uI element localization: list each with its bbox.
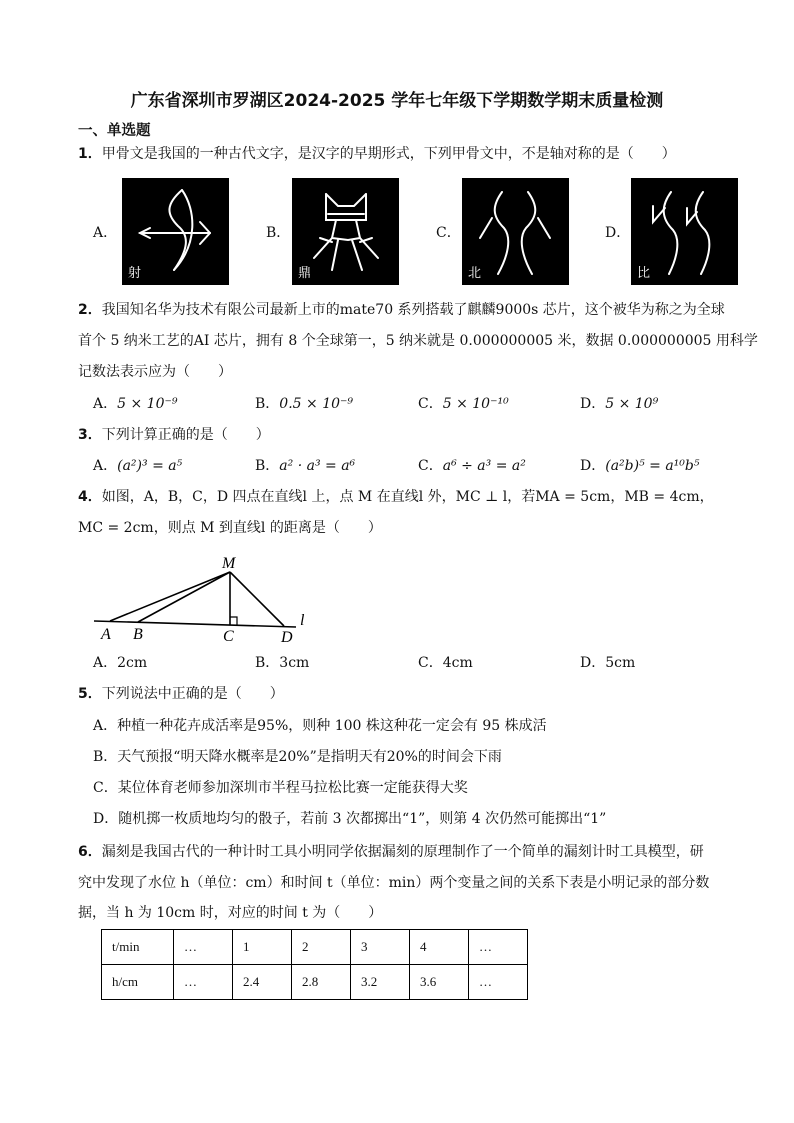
option-b[interactable] [255, 394, 353, 414]
option-a[interactable] [93, 394, 177, 414]
question-text-line-1: 我国知名华为技术有限公司最新上市的mate70 系列搭载了麒麟9000s 芯片，这个被华为称之为全球 [101, 302, 725, 318]
question-number: 1． [78, 146, 102, 162]
table-cell: 2 [292, 930, 351, 965]
table-cell: … [469, 930, 528, 965]
question-6 [78, 842, 704, 862]
question-text-line-2: 首个 5 纳米工艺的AI 芯片，拥有 8 个全球第一，5 纳米就是 0.000000005 米，数据 0.000000005 用科学 [78, 333, 758, 349]
option-value: 天气预报“明天降水概率是20%”是指明天有20%的时间会下雨 [117, 749, 502, 765]
table-cell: 3.2 [351, 965, 410, 1000]
option-value: 4cm [442, 655, 473, 671]
table-cell: h/cm [102, 965, 174, 1000]
option-value: 5 × 10⁹ [605, 396, 659, 412]
geometry-figure [88, 552, 328, 652]
table-cell: t/min [102, 930, 174, 965]
option-value: 5cm [605, 655, 636, 671]
line-l [94, 621, 296, 627]
label-l: l [300, 612, 305, 629]
option-value: 5 × 10⁻¹⁰ [442, 396, 509, 412]
label-a: A [101, 626, 111, 643]
table-cell: 2.8 [292, 965, 351, 1000]
table-cell: … [174, 930, 233, 965]
option-value: 2cm [117, 655, 148, 671]
option-value: a² · a³ = a⁶ [279, 458, 356, 474]
option-label: C． [418, 396, 443, 412]
option-label: D． [580, 396, 606, 412]
question-text-line-3: 据，当 h 为 10cm 时，对应的时间 t 为（ ） [78, 905, 383, 921]
segment-md [230, 572, 284, 626]
question-number: 3． [78, 427, 102, 443]
table-cell: 3.6 [410, 965, 469, 1000]
question-text: 甲骨文是我国的一种古代文字，是汉字的早期形式，下列甲骨文中，不是轴对称的是（ ） [101, 146, 676, 162]
option-value: 种植一种花卉成活率是95%，则种 100 株这种花一定会有 95 株成活 [117, 718, 547, 734]
option-c[interactable] [93, 778, 468, 798]
option-b[interactable] [93, 747, 502, 767]
option-label: C． [418, 655, 443, 671]
table-cell: … [469, 965, 528, 1000]
option-label: C． [93, 780, 118, 796]
question-number: 2． [78, 302, 102, 318]
oracle-glyph-c-image [462, 178, 569, 285]
option-d[interactable] [580, 653, 635, 673]
question-1 [78, 144, 676, 164]
data-table [101, 929, 528, 1000]
option-label: B． [93, 749, 118, 765]
option-c[interactable] [418, 394, 509, 414]
option-value: 5 × 10⁻⁹ [117, 396, 178, 412]
option-label: D． [580, 655, 606, 671]
option-a[interactable] [93, 653, 147, 673]
question-3 [78, 425, 270, 445]
question-text-line-1: 如图，A，B，C，D 四点在直线l 上，点 M 在直线l 外，MC ⊥ l，若MA = 5cm，MB = 4cm， [101, 489, 714, 505]
glyph-caption: 北 [468, 266, 482, 281]
option-label: B． [255, 655, 280, 671]
option-label: A． [93, 458, 118, 474]
option-label: D． [580, 458, 606, 474]
option-c[interactable] [418, 456, 526, 476]
option-value: a⁶ ÷ a³ = a² [442, 458, 526, 474]
question-number: 4． [78, 489, 102, 505]
table-cell: 2.4 [233, 965, 292, 1000]
glyph-caption: 射 [128, 266, 142, 281]
option-label-d[interactable]: D． [605, 225, 631, 241]
glyph-caption: 比 [637, 266, 651, 281]
option-a[interactable] [93, 716, 547, 736]
option-c[interactable] [418, 653, 473, 673]
right-angle-mark [230, 617, 237, 625]
question-text-line-2: MC = 2cm，则点 M 到直线l 的距离是（ ） [78, 520, 382, 536]
option-value: (a²b)⁵ = a¹⁰b⁵ [605, 458, 700, 474]
option-label: A． [93, 718, 118, 734]
oracle-glyph-b-image [292, 178, 399, 285]
segment-ma [110, 572, 230, 621]
label-c: C [223, 628, 234, 645]
question-text: 下列说法中正确的是（ ） [101, 686, 284, 702]
option-value: (a²)³ = a⁵ [117, 458, 183, 474]
question-text-line-2: 究中发现了水位 h（单位：cm）和时间 t（单位：min）两个变量之间的关系下表是小明记录的部分数 [78, 875, 710, 891]
option-label-a[interactable]: A． [93, 225, 118, 241]
question-4 [78, 487, 714, 507]
table-cell: 1 [233, 930, 292, 965]
option-value: 3cm [279, 655, 310, 671]
question-5 [78, 684, 284, 704]
label-m: M [222, 555, 236, 572]
section-heading: 一、单选题 [78, 123, 151, 139]
table-cell: 3 [351, 930, 410, 965]
option-value: 随机掷一枚质地均匀的骰子，若前 3 次都掷出“1”，则第 4 次仍然可能掷出“1” [118, 811, 607, 827]
oracle-glyph-d-image [631, 178, 738, 285]
option-label: B． [255, 396, 280, 412]
segment-mb [138, 572, 230, 622]
question-2 [78, 300, 725, 320]
option-d[interactable] [580, 394, 658, 414]
option-label: A． [93, 396, 118, 412]
label-b: B [133, 626, 143, 643]
option-label-b[interactable]: B． [266, 225, 291, 241]
table-row [102, 965, 528, 1000]
label-d: D [281, 629, 293, 646]
oracle-glyph-a-image [122, 178, 229, 285]
table-cell: 4 [410, 930, 469, 965]
question-text-line-1: 漏刻是我国古代的一种计时工具小明同学依据漏刻的原理制作了一个简单的漏刻计时工具模型，研 [101, 844, 704, 860]
question-text-line-3: 记数法表示应为（ ） [78, 364, 232, 380]
option-label-c[interactable]: C． [436, 225, 461, 241]
option-d[interactable] [93, 809, 606, 829]
option-b[interactable] [255, 653, 309, 673]
option-label: A． [93, 655, 118, 671]
table-cell: … [174, 965, 233, 1000]
question-number: 6． [78, 844, 102, 860]
option-label: D． [93, 811, 119, 827]
option-d[interactable] [580, 456, 699, 476]
question-text: 下列计算正确的是（ ） [101, 427, 270, 443]
table-row [102, 930, 528, 965]
option-b[interactable] [255, 456, 355, 476]
option-value: 某位体育老师参加深圳市半程马拉松比赛一定能获得大奖 [117, 780, 468, 796]
option-label: C． [418, 458, 443, 474]
question-number: 5． [78, 686, 102, 702]
glyph-caption: 鼎 [298, 266, 312, 281]
page-title: 广东省深圳市罗湖区2024-2025 学年七年级下学期数学期末质量检测 [130, 91, 664, 111]
option-label: B． [255, 458, 280, 474]
option-a[interactable] [93, 456, 182, 476]
option-value: 0.5 × 10⁻⁹ [279, 396, 354, 412]
